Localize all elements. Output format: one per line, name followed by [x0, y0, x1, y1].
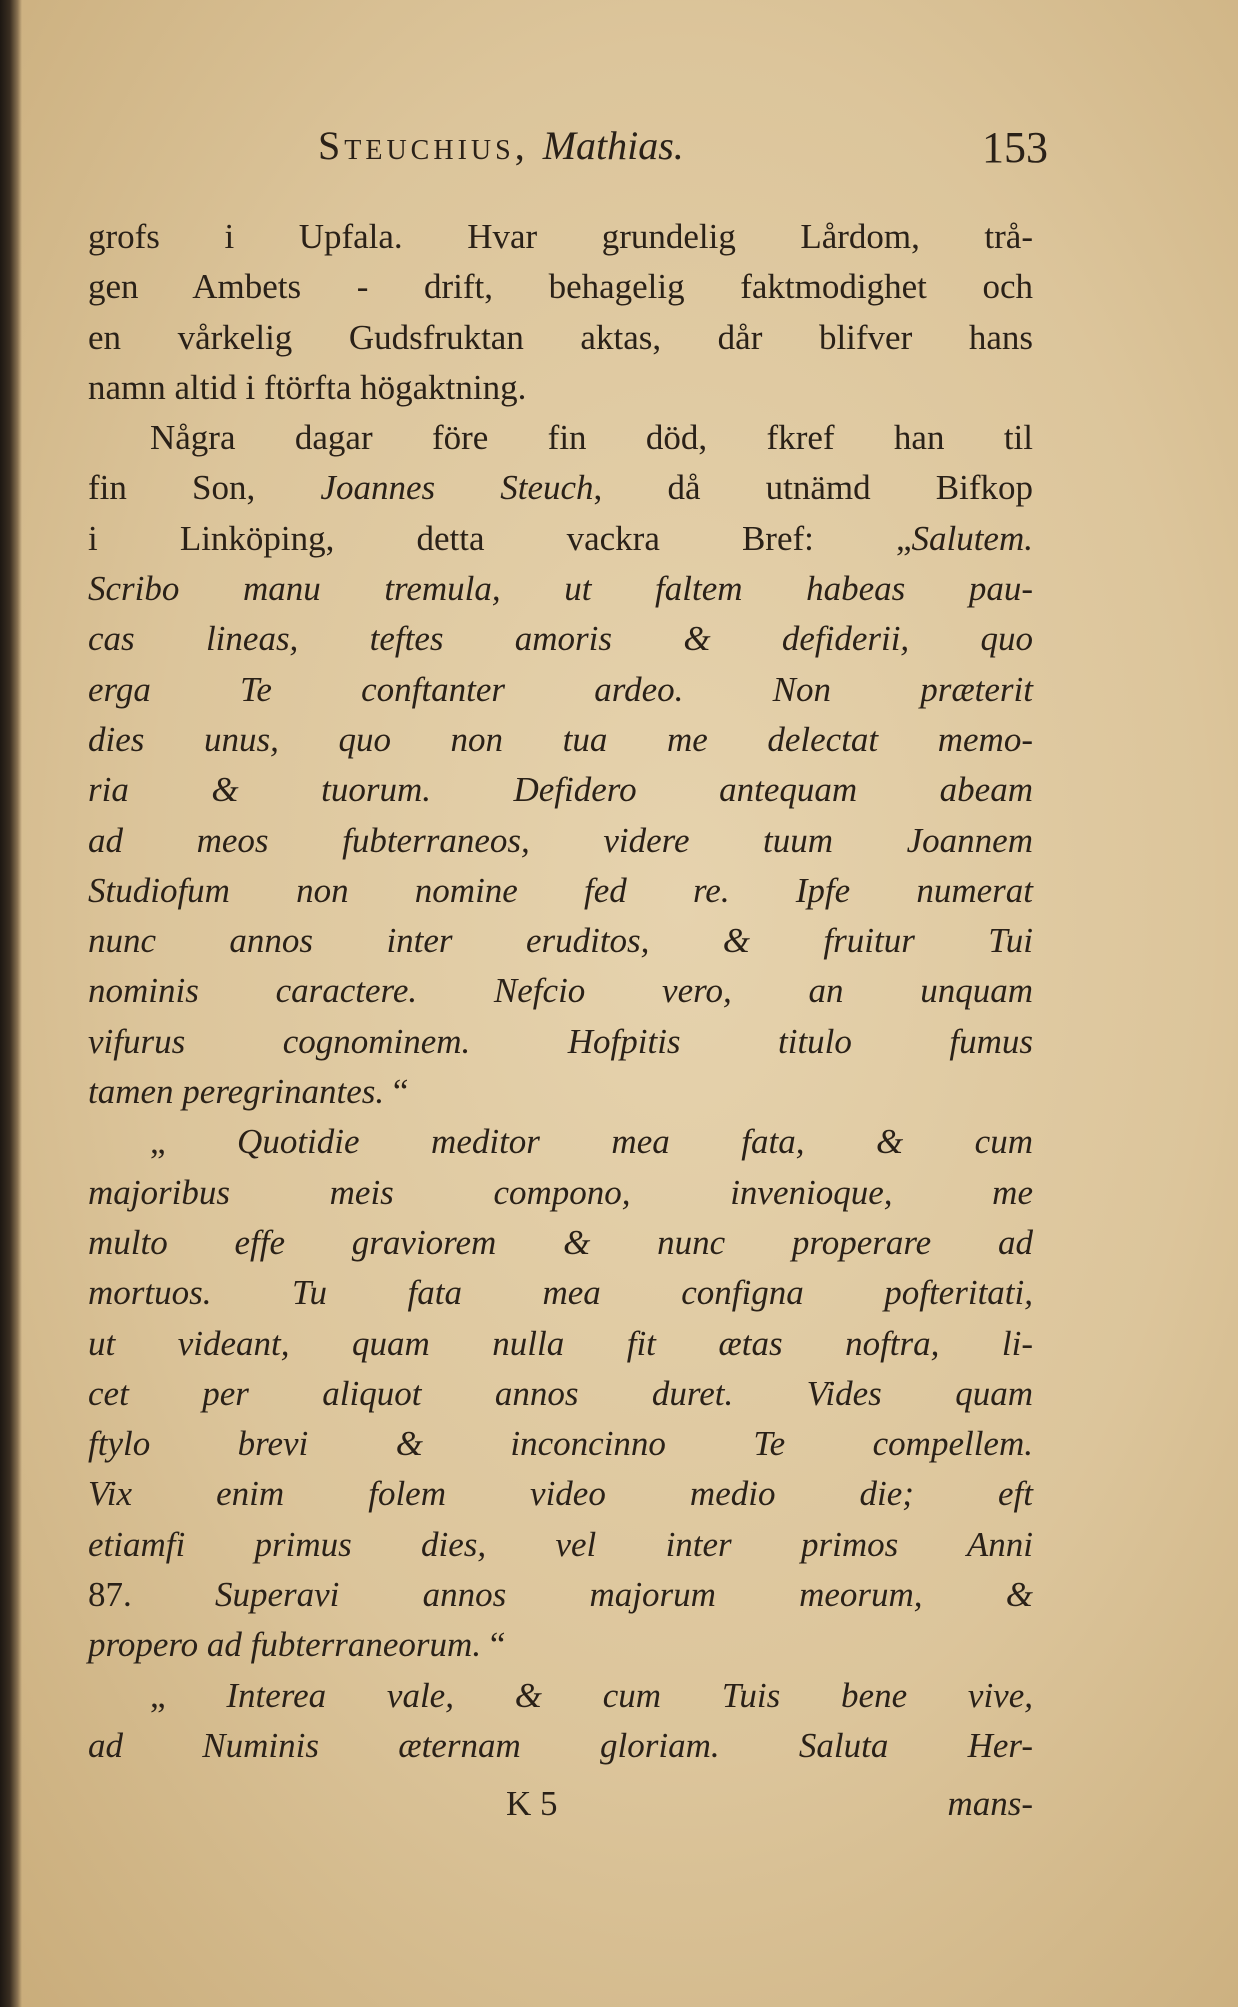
running-head-author: Steuchius, — [318, 123, 529, 168]
text-line — [88, 514, 1033, 564]
text-line — [88, 1369, 1033, 1419]
italic-text: Vix enim folem video medio die; eft — [88, 1474, 1033, 1514]
text-line — [88, 1570, 1033, 1620]
italic-text: Scribo manu tremula, ut faltem habeas pau- — [88, 569, 1033, 609]
text-line — [88, 413, 1033, 463]
italic-text: Joannes Steuch — [320, 468, 594, 508]
roman-text: namn altid i ftörfta högaktning. — [88, 367, 527, 407]
text-line — [88, 564, 1033, 614]
text-line — [88, 665, 1033, 715]
italic-text: vifurus cognominem. Hofpitis titulo fumus — [88, 1021, 1033, 1061]
page-header — [318, 112, 1048, 172]
italic-text: nunc annos inter eruditos, & fruitur Tui — [88, 921, 1033, 961]
text-line — [88, 1419, 1033, 1469]
text-line — [88, 916, 1033, 966]
italic-text: majoribus meis compono, invenioque, me — [88, 1172, 1033, 1212]
roman-text: Några dagar före fin död, fkref han til — [150, 418, 1033, 458]
italic-text: ad meos fubterraneos, videre tuum Joannem — [88, 820, 1033, 860]
italic-text: multo effe graviorem & nunc properare ad — [88, 1222, 1033, 1262]
roman-text: “ — [384, 1072, 409, 1112]
italic-text: Interea vale, & cum Tuis bene vive, — [226, 1675, 1033, 1715]
text-line — [88, 1319, 1033, 1369]
page-footer — [88, 1780, 1033, 1836]
roman-text: , då utnämd Bifkop — [593, 468, 1033, 508]
text-line — [88, 1620, 1033, 1670]
text-line — [88, 212, 1033, 262]
text-line — [88, 1168, 1033, 1218]
text-line — [88, 463, 1033, 513]
italic-text: ria & tuorum. Defidero antequam abeam — [88, 770, 1033, 810]
text-line — [88, 614, 1033, 664]
text-line — [88, 866, 1033, 916]
roman-text: „ — [150, 1122, 238, 1162]
text-line — [88, 966, 1033, 1016]
roman-text: fin Son, — [88, 468, 321, 508]
italic-text: etiamfi primus dies, vel inter primos Anni — [88, 1524, 1033, 1564]
roman-text: 87. — [88, 1575, 215, 1615]
running-head-name: Mathias. — [542, 123, 684, 168]
running-head — [318, 122, 684, 169]
text-line — [88, 1469, 1033, 1519]
text-line — [88, 1017, 1033, 1067]
text-line — [88, 816, 1033, 866]
text-line — [88, 363, 1033, 413]
roman-text: i Linköping, detta vackra Bref: „ — [88, 518, 912, 558]
text-line — [88, 1117, 1033, 1167]
italic-text: erga Te conftanter ardeo. Non præterit — [88, 669, 1033, 709]
roman-text: grofs i Upfala. Hvar grundelig Lårdom, trå- — [88, 217, 1033, 256]
book-binding-edge — [0, 0, 22, 2007]
italic-text: tamen peregrinantes. — [88, 1072, 385, 1112]
text-line — [88, 262, 1033, 312]
text-line — [88, 765, 1033, 815]
text-line — [88, 1218, 1033, 1268]
italic-text: propero ad fubterraneorum. — [88, 1625, 482, 1665]
italic-text: ftylo brevi & inconcinno Te compellem. — [88, 1424, 1033, 1464]
text-line — [88, 1721, 1033, 1771]
italic-text: ut videant, quam nulla fit ætas noftra, li- — [88, 1323, 1033, 1363]
italic-text: nominis caractere. Nefcio vero, an unquam — [88, 971, 1033, 1011]
italic-text: Quotidie meditor mea fata, & cum — [237, 1122, 1033, 1162]
italic-text: cas lineas, teftes amoris & defiderii, quo — [88, 619, 1033, 659]
catchword: mans- — [947, 1784, 1033, 1823]
roman-text: gen Ambets - drift, behagelig faktmodighet och — [88, 267, 1033, 307]
roman-text: en vårkelig Gudsfruktan aktas, dår blifver hans — [88, 317, 1033, 357]
roman-text: „ — [150, 1675, 227, 1715]
italic-text: ad Numinis æternam gloriam. Saluta Her- — [88, 1725, 1033, 1765]
text-line — [88, 1520, 1033, 1570]
italic-text: Studiofum non nomine fed re. Ipfe numerat — [88, 870, 1033, 910]
roman-text: “ — [481, 1625, 506, 1665]
text-line — [88, 1671, 1033, 1721]
italic-text: cet per aliquot annos duret. Vides quam — [88, 1373, 1033, 1413]
text-line — [88, 1268, 1033, 1318]
body-text — [88, 212, 1033, 1771]
italic-text: dies unus, quo non tua me delectat memo- — [88, 719, 1033, 759]
italic-text: mortuos. Tu fata mea configna pofteritati, — [88, 1273, 1033, 1313]
text-line — [88, 715, 1033, 765]
signature-mark: K 5 — [506, 1784, 558, 1823]
italic-text: Superavi annos majorum meorum, & — [214, 1575, 1033, 1615]
italic-text: Salutem. — [911, 518, 1033, 558]
text-line — [88, 1067, 1033, 1117]
text-line — [88, 313, 1033, 363]
page-number: 153 — [982, 123, 1048, 172]
